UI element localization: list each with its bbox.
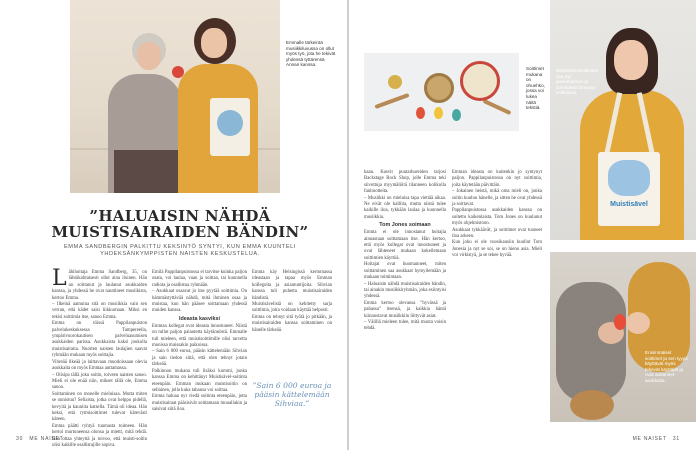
photo-drum — [424, 73, 454, 103]
paragraph: kaan. Kasvit puutarhureiden tarjosi Backstage Rock Shop, jolle Emma teki siivottuja myymälöitä tilanneen kolikolla fanituotteita. — [364, 170, 446, 195]
photo-figure-resident-face — [137, 42, 161, 70]
paragraph: Emman ideasta on kuitenkin jo syntynyt paljon. Pappilanpuistossa on nyt soittimia, joita käytetään päivittäin. — [452, 170, 542, 188]
page-folio-left — [12, 436, 64, 442]
body-column-5 — [452, 170, 542, 260]
paragraph: Emma ei ole innostanut hoitajia ainoastaan soittamaan itse. Hän kertoo, että myös kollegat ovat innostuneet ja ovat lähteneet mukaan kokeilemaan soittimien käyttöä. — [364, 230, 446, 261]
magazine-name: ME NAISET — [632, 436, 667, 442]
paragraph: Asukkaat tykkäävät, ja soittimet ovat tuoneet iloa arkeen. — [452, 227, 542, 240]
pull-quote: ”Sain 6 000 euroa ja pääsin kättelemään Sihviaa.” — [252, 381, 332, 408]
paragraph: Vihreää ilkeää ja laittavaan muodoissaan olevia asukkaita on myös Emmaa auttamassa. — [52, 359, 147, 372]
body-column-2 — [152, 270, 247, 414]
article-headline: ”HALUAISIN NÄHDÄ MUISTISAIRAIDEN BÄNDIN” — [51, 207, 309, 241]
photo-caption-main: Emmalle tärkeintä musiikkiluvussa on ollut myös työ, jota he tekivät yhdessä tyttärensä Annan kanssa. — [286, 40, 336, 68]
photo-figure-resident-skirt — [114, 150, 184, 193]
photo-caption-instruments: Soittimet mukana on ohuehko, jossa voi lukea näitä tekstiä. — [526, 66, 545, 111]
drop-cap: L — [52, 266, 67, 291]
page-number: 31 — [672, 436, 680, 442]
paragraph: – Olisipa tällä joku soitin, toiveen naisten sanoo. Mieli ei ole enää niin, mikset tällä ole, Emma sanoo. — [52, 372, 147, 391]
photo-instruments — [364, 53, 519, 131]
paragraph: – Jokainen heistä, mikä oma mieli on, jonka soitin kuuluu hänelle, ja sitten he ovat yhdessä ja soittavat. — [452, 189, 542, 208]
page-number: 30 — [16, 436, 24, 442]
paragraph: Emma kertoo olevansa ”hyvässä ja pahassa” itsensä, ja kaikkia häntä kiinnostavat musiikkiin liittyvät asiat. — [364, 300, 446, 319]
photo-drumstick — [374, 93, 409, 109]
photo-emma-and-resident — [70, 0, 280, 193]
subheading: Ideasta kasviksi — [178, 315, 221, 322]
paragraph: Soittaminen on monelle mieluisaa. Mutta miten se onnistuu? Sellaista, jotka ovat helppo pidellä, kevyitä ja kauniita katsella. Tämä oli ideaa. Hän keksi, että rytmisoittimet tulevat kätevästi käteen. — [52, 391, 147, 423]
photo-bell — [388, 75, 402, 89]
photo-drumstick — [483, 99, 512, 115]
photo-egg-shaker — [452, 109, 461, 121]
tote-bag-logo-text: Muistisävel — [610, 201, 648, 208]
paragraph: Muistisävelistä on kehitetty sarja soittimia, joita voidaan käyttää helposti. — [252, 302, 332, 314]
paragraph: Emma haluaa nyt viedä soitinta eteenpäin, jotta muistisairaat pääsisivät soittamaan muuallakin ja saisivat siitä iloa. — [152, 394, 247, 413]
paragraph: ähihoitaja Emma Sandberg, 35, on lähtökohtaisesti ollut aina iloinen. Hän on soittanut ja laulanut asukkaiden kanssa, ja yhdessä he ovat nauttineet musiikista, kertoo Emma. — [52, 270, 147, 301]
paragraph: Emma on töissä Pappilanpuiston palvelukeskuksessa Tampereella, ympärivuorokautisen palveluasumisen asukkaiden parissa. Asukkaista kaksi joukolla muistisairaita. Nuorten naisten laulajien saavat ryhmään mukaan myös soittajia. — [52, 321, 147, 359]
photo-hands-with-instruments — [550, 252, 696, 422]
paragraph: Emman kollegat ovat ideasta innostuneet. Niistä on tullut paljon palautetta käytännöstä. Emmalle tuli mieleen, että muistisoittimille olisi tarvetta monissa muissakin paikoissa. — [152, 323, 247, 349]
photo-figure-emma-face — [201, 28, 227, 58]
paragraph: Palkinnon mukana tuli lisäksi kummi, jonka kanssa Emma on kehittänyt Muistisävel-soitinta eteenpäin. Emman mukaan muistisoitin on sellainen, jolla kuka tahansa voi soittaa. — [152, 368, 247, 393]
photo-caption-hands: Ensimmäiset soittimet ja sen tyypit käyttävät myös tekevät käyttäjät ja ovat auttaneet asukkaita. — [645, 350, 688, 383]
paragraph: – Välillä mieleen tulee, mitä muuta voisin tehdä. — [364, 319, 446, 332]
paragraph: Pappilanpuistossa asukkaiden kanssa on soitettu kaikenlaista. Tom Jones on kuulunut myös ohjelmistoon. — [452, 208, 542, 227]
paragraph: – Ilkeinä aamuina sitä on musiikkia vain sen verran, että kädet saisi liikkumaan. Miksi en tekisi soittimia itse, sanoo Emma. — [52, 302, 147, 320]
paragraph: – Sain 6 000 euroa, pääsin kättelemään Sihvian ja sain tiedon siitä, että olen tehnyt jotain tärkeää. — [152, 349, 247, 368]
photo-tambourine — [460, 61, 500, 101]
paragraph: – Musiikki on mieluisa tapa viettää aikaa. Ne eivät ole kalliita, mutta niistä tulee kaikille iloa, tykkään laulaa ja kuunnella musiikkia. — [364, 195, 446, 220]
photo-emma-portrait — [550, 0, 696, 240]
paragraph: Emma käy Helsingissä kertomassa ideastaan ja tapaa myös Emman kollegoita ja asiantuntijoita. Sihvian kanssa tuli puhetta muistisairaiden bändistä. — [252, 270, 332, 301]
article-deck: EMMA SANDBERGIN PALKITTU KEKSINTÖ SYNTYI, KUN EMMA KUUNTELI YHDEKSÄNKYMPPISTEN NAISTEN KESKUSTELUA. — [63, 244, 297, 257]
photo-caption-portrait: Muistisävelsoittimien saa nyt jäsenmaksun ja toimitukset Emman soittimista. — [556, 68, 599, 96]
photo-figure-face — [614, 40, 648, 80]
paragraph: Emilä Pappilanpuistossa ei tarvitse kuinka paljon osata, voi laulaa, vaan ja soittaa, tai kuunnella radiota ja osallistua ryhmään. — [152, 270, 247, 288]
body-column-3 — [252, 270, 332, 334]
photo-drum — [570, 390, 614, 420]
paragraph: Emma päätti ryhtyä tuumasta toimeen. Hän kertoi murtuneensa olonsa ja mietti, mitä tehdä. Hän ottaa yhteyttä ja toivoo, että muisti-soitin olisi kaikille osallistujille sopiva. — [52, 423, 147, 448]
magazine-name: ME NAISET — [29, 436, 64, 442]
photo-egg-shaker — [434, 107, 443, 119]
photo-tote-bag-print — [217, 110, 243, 136]
paragraph: Emma on tehnyt sitä työtä jo pitkään, ja muistisairaiden kanssa soittaminen on hänelle tärkeää. — [252, 314, 332, 333]
photo-shaker — [614, 314, 626, 330]
photo-hand — [626, 312, 650, 334]
paragraph: Kun joku ei ole vuosikausiin kuullut Tom Jonesia ja nyt se soi, se on hieno asia. Mieli voi virkistyä, ja se tekee hyvää. — [452, 240, 542, 259]
body-column-1 — [52, 266, 147, 449]
page-folio-right — [633, 436, 684, 442]
photo-tote-bag-print — [608, 160, 650, 196]
right-page — [349, 0, 696, 450]
photo-maraca — [172, 66, 184, 78]
subheading: Tom Jones soimaan — [379, 222, 431, 229]
paragraph: – Asukkaat osaavat jo itse pyytää soittimia. On hämmästyttävää nähdä, mitä ihminen osaa ja muistaa, kun hän pääsee soittamaan yhdessä muiden kanssa. — [152, 289, 247, 314]
body-column-4 — [364, 170, 446, 333]
paragraph: – Haluaisin nähdä muistisairaiden bändin, tai ainakin musiikkiryhmän, joka esiintyisi yhdessä. — [364, 281, 446, 300]
paragraph: Hoitajat ovat huomanneet, miten soittaminen saa asukkaat hymyilemään ja mukaan toimintaan. — [364, 262, 446, 281]
photo-egg-shaker — [416, 107, 425, 119]
left-page — [0, 0, 347, 450]
